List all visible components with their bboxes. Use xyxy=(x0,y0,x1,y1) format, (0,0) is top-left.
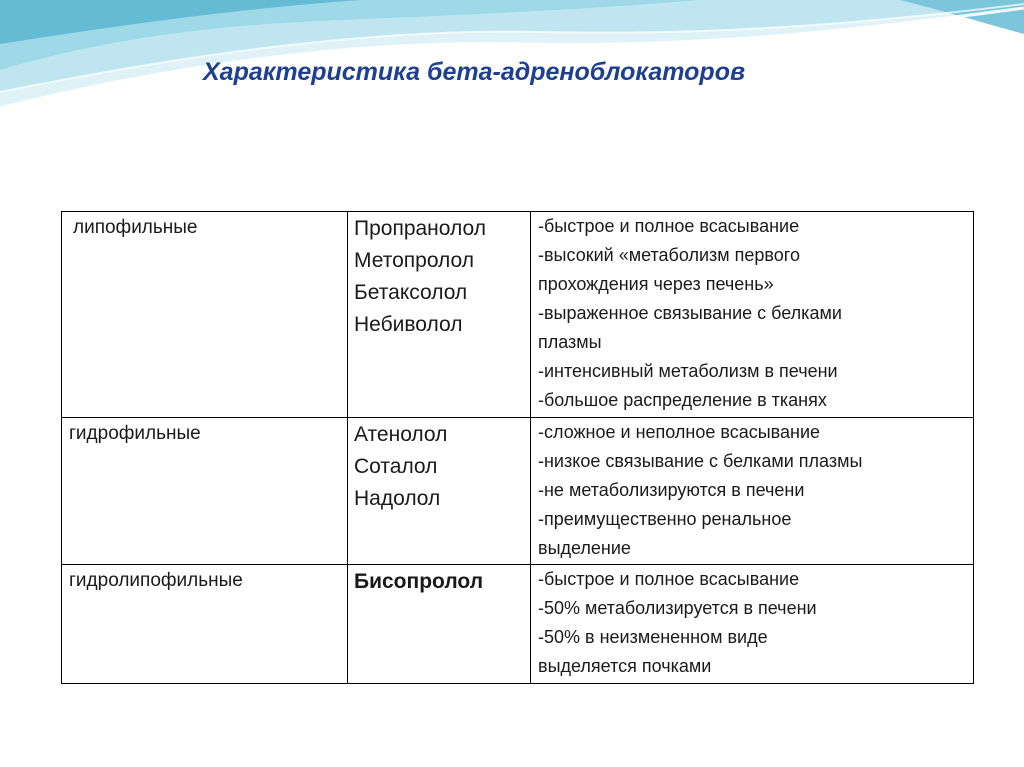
group-cell xyxy=(62,565,348,684)
property-line: -высокий «метаболизм первого xyxy=(538,245,800,265)
property-line: выделение xyxy=(538,538,631,558)
property-line: -50% метаболизируется в печени xyxy=(538,598,817,618)
property-line: -преимущественно ренальное xyxy=(538,509,792,529)
drug-name: Метопролол xyxy=(354,249,475,272)
property-line: -выраженное связывание с белками xyxy=(538,303,842,323)
slide-title: Характеристика бета-адреноблокаторов xyxy=(203,58,746,86)
beta-blockers-table xyxy=(61,211,974,684)
drug-name: Пропранолол xyxy=(354,217,486,240)
drugs-cell xyxy=(348,418,531,565)
drug-name: Бетаксолол xyxy=(354,281,468,304)
properties-cell xyxy=(531,418,974,565)
property-line: -низкое связывание с белками плазмы xyxy=(538,451,863,471)
property-line: -быстрое и полное всасывание xyxy=(538,569,800,589)
property-line: прохождения через печень» xyxy=(538,274,774,294)
drugs-cell xyxy=(348,565,531,684)
property-line: -большое распределение в тканях xyxy=(538,390,827,410)
table-row xyxy=(62,212,974,418)
property-line: -сложное и неполное всасывание xyxy=(538,422,821,442)
property-line: плазмы xyxy=(538,332,602,352)
group-label: гидролипофильные xyxy=(69,570,243,591)
drugs-cell xyxy=(348,212,531,418)
properties-cell xyxy=(531,212,974,418)
property-line: выделяется почками xyxy=(538,656,712,676)
property-line: -интенсивный метаболизм в печени xyxy=(538,361,838,381)
drug-name: Надолол xyxy=(354,487,441,510)
properties-cell xyxy=(531,565,974,684)
property-line: -быстрое и полное всасывание xyxy=(538,216,800,236)
group-cell xyxy=(62,212,348,418)
property-line: -50% в неизмененном виде xyxy=(538,627,768,647)
property-line: -не метаболизируются в печени xyxy=(538,480,805,500)
drug-name: Бисопролол xyxy=(354,570,484,593)
drug-name: Соталол xyxy=(354,455,438,478)
group-label: гидрофильные xyxy=(69,423,201,444)
group-label: липофильные xyxy=(73,217,198,238)
table-row xyxy=(62,565,974,684)
table-row xyxy=(62,418,974,565)
group-cell xyxy=(62,418,348,565)
drug-name: Небиволол xyxy=(354,313,463,336)
drug-name: Атенолол xyxy=(354,423,448,446)
